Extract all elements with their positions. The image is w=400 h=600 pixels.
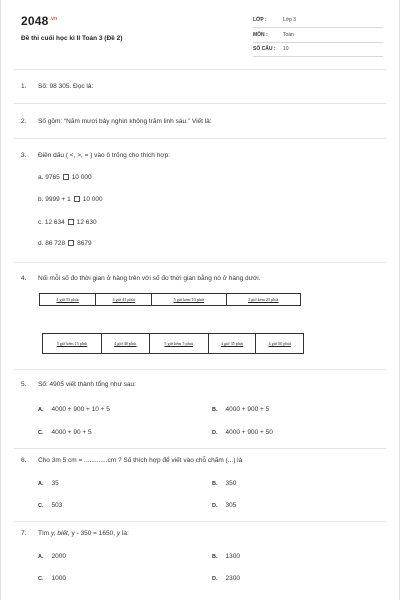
time-table-top	[39, 293, 301, 306]
compare-left: a. 9765	[38, 174, 60, 181]
meta-value: Toán	[283, 32, 294, 38]
option-text: 2000	[51, 553, 66, 560]
time-cell[interactable]: 5 giờ kém 5 phút	[149, 334, 208, 354]
option-label: B.	[212, 554, 218, 560]
question-text: Tìm y, biết, y - 350 = 1650, y là:	[38, 530, 129, 537]
time-cell[interactable]: 5 giờ kém 15 phút	[43, 334, 102, 354]
time-cell[interactable]: 4 giờ 55 phút	[40, 294, 96, 306]
meta-key: MÔN :	[253, 32, 268, 38]
meta-key: LỚP :	[253, 17, 267, 23]
time-cell[interactable]: 4 giờ 40 phút	[102, 334, 150, 354]
option-a[interactable]	[38, 553, 66, 560]
meta-key: SỐ CÂU :	[253, 46, 276, 52]
option-d[interactable]	[212, 575, 240, 582]
question-number: 2.	[21, 118, 27, 125]
option-a[interactable]	[38, 480, 59, 487]
question-text: Số gồm: “Năm mươi bảy nghìn không trăm linh sáu.” Viết là:	[38, 118, 212, 125]
compare-item-c	[38, 219, 97, 226]
option-label: C.	[38, 576, 44, 582]
compare-right: 12 630	[76, 219, 97, 226]
exam-title: Đề thi cuối học kì II Toán 3 (Đề 2)	[21, 35, 123, 42]
compare-right: 8679	[77, 240, 92, 247]
time-cell[interactable]: 3 giờ kém 25 phút	[226, 294, 300, 306]
time-cell[interactable]: 4 giờ 35 phút	[208, 334, 256, 354]
logo-suffix: .vn	[49, 16, 58, 22]
answer-box[interactable]	[63, 174, 69, 180]
option-text: 1000	[51, 575, 66, 582]
option-text: 305	[225, 502, 237, 509]
divider	[14, 69, 386, 70]
question-number: 3.	[21, 152, 27, 159]
answer-box[interactable]	[68, 219, 74, 225]
option-b[interactable]	[212, 480, 236, 487]
meta-value: 10	[283, 46, 289, 52]
site-logo[interactable]	[21, 14, 57, 28]
option-text: 35	[51, 480, 59, 487]
option-label: C.	[38, 503, 44, 509]
compare-item-a	[38, 174, 92, 181]
divider	[14, 103, 386, 104]
time-table-bottom	[42, 333, 304, 354]
question-text: Cho 3m 5 cm = .............cm ? Số thích hợp để viết vào chỗ chấm (...) là	[38, 457, 243, 464]
divider	[14, 262, 386, 263]
compare-item-b	[38, 196, 103, 203]
option-text: 350	[225, 480, 237, 487]
question-number: 6.	[21, 457, 27, 464]
option-label: D.	[212, 503, 218, 509]
question-text: Điền dấu ( <, >, = ) vào ô trống cho thích hợp:	[38, 152, 170, 159]
option-text: 4000 + 900 + 5	[225, 406, 270, 413]
option-text: 4000 + 900 + 50	[225, 429, 273, 436]
option-text: 503	[51, 502, 63, 509]
answer-box[interactable]	[68, 240, 74, 246]
divider	[14, 369, 386, 370]
question-number: 4.	[21, 275, 27, 282]
question-number: 7.	[21, 530, 27, 537]
option-label: B.	[212, 481, 218, 487]
compare-left: c. 12 634	[38, 219, 65, 226]
question-number: 5.	[21, 381, 27, 388]
option-label: D.	[212, 576, 218, 582]
option-text: 4000 + 90 + 5	[51, 429, 92, 436]
option-c[interactable]	[38, 575, 66, 582]
divider	[14, 138, 386, 139]
option-text: 2300	[225, 575, 240, 582]
compare-right: 10 000	[71, 174, 92, 181]
answer-box[interactable]	[74, 196, 80, 202]
meta-count-row	[253, 43, 383, 57]
option-text: 4000 + 900 + 10 + 5	[51, 406, 110, 413]
option-d[interactable]	[212, 429, 273, 436]
option-b[interactable]	[212, 406, 269, 413]
option-a[interactable]	[38, 406, 110, 413]
option-b[interactable]	[212, 553, 240, 560]
logo-text: 2048	[21, 14, 49, 28]
time-cell[interactable]: 5 giờ kém 10 phút	[152, 294, 226, 306]
compare-left: d. 86 728	[38, 240, 66, 247]
compare-item-d	[38, 240, 92, 247]
time-cell[interactable]: 4 giờ 50 phút	[256, 334, 304, 354]
option-d[interactable]	[212, 502, 236, 509]
option-label: A.	[38, 554, 44, 560]
option-label: C.	[38, 430, 44, 436]
question-text: Số: 4905 viết thành tổng như sau:	[38, 381, 136, 388]
option-label: A.	[38, 481, 44, 487]
option-label: D.	[212, 430, 218, 436]
question-number: 1.	[21, 83, 27, 90]
option-c[interactable]	[38, 429, 92, 436]
time-cell[interactable]: 4 giờ 45 phút	[96, 294, 152, 306]
meta-class-row	[253, 14, 383, 28]
exam-header	[0, 0, 400, 66]
meta-value: Lớp 3	[283, 17, 297, 23]
page-border-left	[0, 0, 1, 600]
divider	[14, 521, 386, 522]
compare-right: 10 000	[82, 196, 103, 203]
option-text: 1300	[225, 553, 240, 560]
divider	[14, 448, 386, 449]
option-label: B.	[212, 407, 218, 413]
compare-left: b. 9999 + 1	[38, 196, 71, 203]
question-text: Số: 98 305. Đọc là:	[38, 83, 94, 90]
meta-subject-row	[253, 29, 383, 43]
question-text: Nối mỗi số đo thời gian ở hàng trên với số đo thời gian bằng nó ở hàng dưới.	[38, 275, 261, 282]
option-c[interactable]	[38, 502, 62, 509]
option-label: A.	[38, 407, 44, 413]
